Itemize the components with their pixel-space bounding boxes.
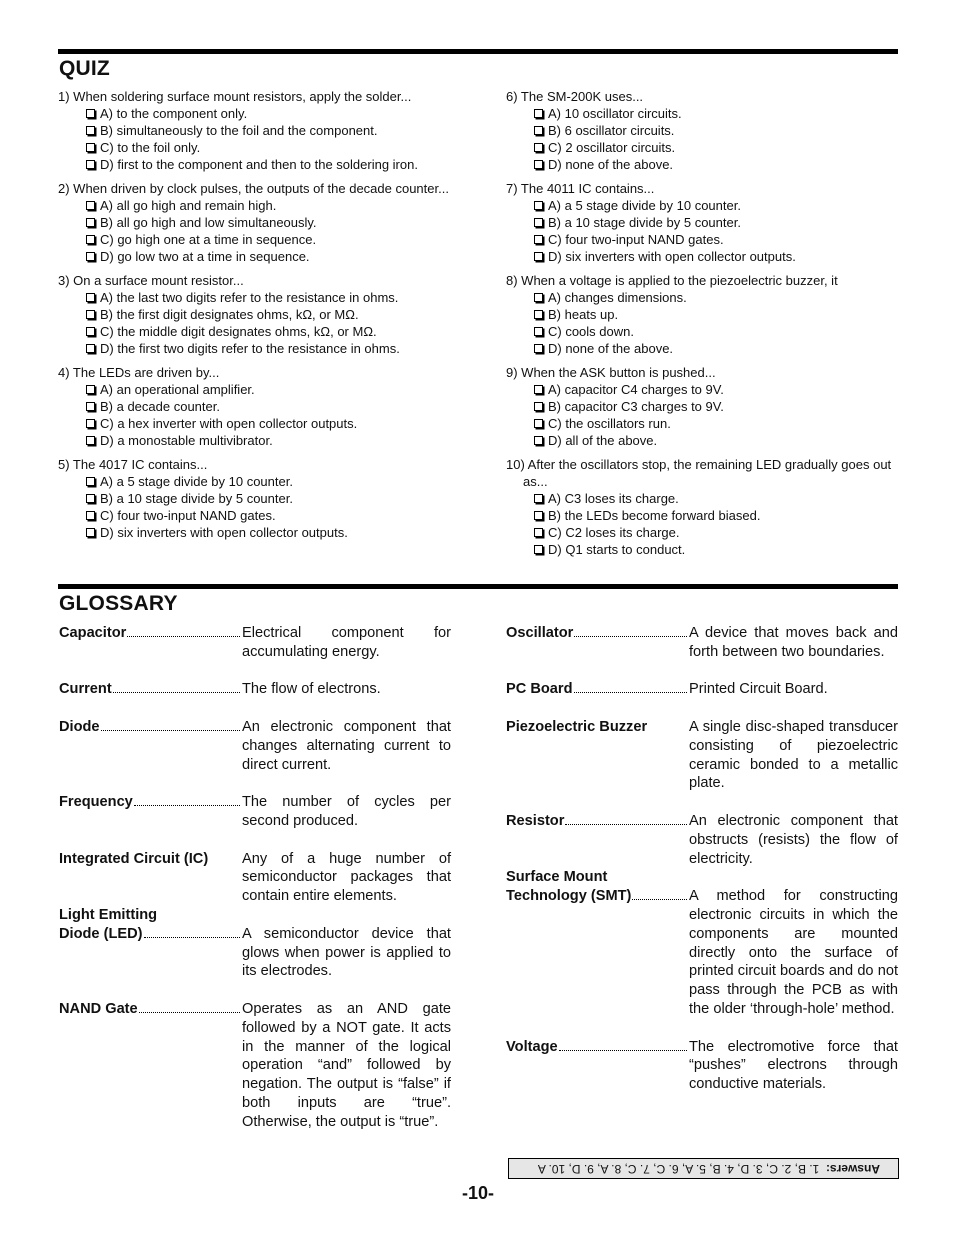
glossary-row [59, 850, 451, 906]
glossary-definition: An electronic component that obstructs (resists) the flow of electricity. [689, 812, 898, 867]
checkbox-icon[interactable] [534, 126, 543, 135]
answers-upside-down [509, 1159, 898, 1178]
glossary-row [59, 680, 451, 699]
option-label: C) the oscillators run. [548, 416, 671, 431]
glossary-term-cell [506, 718, 689, 793]
glossary-row [506, 624, 898, 662]
glossary-term-prefix: Surface Mount [506, 869, 608, 886]
answers-box [508, 1158, 899, 1179]
quiz-right-column [506, 88, 898, 565]
glossary-right-column [506, 624, 898, 1094]
checkbox-icon[interactable] [534, 235, 543, 244]
quiz-question [506, 180, 898, 265]
option-label: A) a 5 stage divide by 10 counter. [100, 474, 293, 489]
answer-option[interactable] [506, 248, 898, 265]
glossary-term-line [59, 793, 242, 812]
glossary-term-cell [59, 680, 242, 699]
answer-option[interactable] [506, 541, 898, 558]
glossary-entry [506, 718, 898, 793]
option-label: A) C3 loses its charge. [548, 491, 679, 506]
option-label: A) to the component only. [100, 106, 248, 121]
glossary-entry [59, 680, 451, 699]
answer-option[interactable] [506, 398, 898, 415]
glossary-row [59, 793, 451, 831]
checkbox-icon[interactable] [86, 327, 95, 336]
option-label: B) the LEDs become forward biased. [548, 508, 761, 523]
checkbox-icon[interactable] [86, 252, 95, 261]
answer-option[interactable] [506, 507, 898, 524]
answer-option[interactable] [506, 231, 898, 248]
option-label: C) four two-input NAND gates. [100, 508, 276, 523]
option-label: A) an operational amplifier. [100, 382, 255, 397]
dot-leader [632, 899, 687, 900]
glossary-term-line [506, 887, 689, 906]
checkbox-icon[interactable] [86, 235, 95, 244]
answer-option[interactable] [506, 122, 898, 139]
answer-option[interactable] [58, 432, 478, 449]
glossary-term-cell [506, 1038, 689, 1094]
option-label: B) the first digit designates ohms, kΩ, or MΩ. [100, 307, 359, 322]
quiz-question [58, 456, 478, 541]
dot-leader [113, 692, 240, 693]
glossary-row [506, 718, 898, 793]
checkbox-icon[interactable] [534, 293, 543, 302]
glossary-row [59, 718, 451, 774]
answer-option[interactable] [58, 340, 478, 357]
answer-option[interactable] [58, 398, 478, 415]
glossary-term: Oscillator [506, 625, 574, 641]
dot-leader [134, 805, 240, 806]
glossary-entry [506, 868, 898, 1018]
glossary-entry [506, 624, 898, 662]
checkbox-icon[interactable] [534, 436, 543, 445]
checkbox-icon[interactable] [86, 344, 95, 353]
checkbox-icon[interactable] [86, 385, 95, 394]
checkbox-icon[interactable] [534, 327, 543, 336]
option-label: C) a hex inverter with open collector outputs. [100, 416, 358, 431]
glossary-term: Frequency [59, 794, 133, 811]
checkbox-icon[interactable] [86, 419, 95, 428]
checkbox-icon[interactable] [86, 436, 95, 445]
checkbox-icon[interactable] [534, 545, 543, 554]
checkbox-icon[interactable] [86, 293, 95, 302]
question-text: 8) When a voltage is applied to the piezoelectric buzzer, it [506, 273, 838, 288]
dot-leader [574, 636, 687, 637]
option-label: A) changes dimensions. [548, 290, 687, 305]
glossary-term-line [506, 812, 689, 831]
checkbox-icon[interactable] [86, 494, 95, 503]
glossary-term-line [506, 1038, 689, 1057]
checkbox-icon[interactable] [86, 477, 95, 486]
quiz-question [506, 88, 898, 173]
dot-leader [559, 1050, 687, 1051]
quiz-heading: QUIZ [59, 57, 110, 80]
checkbox-icon[interactable] [86, 310, 95, 319]
glossary-entry [506, 680, 898, 699]
glossary-definition: Any of a huge number of semiconductor packages that contain entire elements. [242, 850, 451, 905]
answer-option[interactable] [58, 306, 478, 323]
page-number: -10- [462, 1183, 495, 1203]
glossary-term: PC Board [506, 681, 573, 698]
answer-option[interactable] [58, 381, 478, 398]
glossary-entry [59, 906, 451, 981]
answer-option[interactable] [58, 507, 478, 524]
glossary-term: NAND Gate [59, 1000, 138, 1017]
checkbox-icon[interactable] [534, 344, 543, 353]
question-text: 3) On a surface mount resistor... [58, 273, 244, 288]
option-label: D) a monostable multivibrator. [100, 433, 273, 448]
answer-option[interactable] [506, 340, 898, 357]
answers-text: 1. B, 2. C, 3. D, 4. B, 5. A, 6. C, 7. C, 8. A, 9. D, 10. A [537, 1162, 820, 1176]
quiz-question [58, 364, 478, 449]
checkbox-icon[interactable] [534, 252, 543, 261]
quiz-question [58, 88, 478, 173]
glossary-term-cell [506, 680, 689, 699]
answer-option[interactable] [58, 473, 478, 490]
option-label: D) first to the component and then to the soldering iron. [100, 157, 418, 172]
answer-option[interactable] [58, 139, 478, 156]
glossary-heading: GLOSSARY [59, 592, 178, 615]
answer-option[interactable] [506, 214, 898, 231]
glossary-term-cell [59, 718, 242, 774]
answers-label: Answers: [825, 1162, 880, 1176]
glossary-left-column [59, 624, 451, 1132]
glossary-term: Voltage [506, 1038, 558, 1055]
glossary-definition: A method for constructing electronic circuits in which the components are mounted directly onto the surface of printed circuit boards and do not pass through the PCB as with the older ‘through-hole’ method. [689, 888, 898, 1017]
glossary-term-cell [59, 1000, 242, 1132]
question-text: 6) The SM-200K uses... [506, 89, 644, 104]
answer-option[interactable] [58, 214, 478, 231]
glossary-row [506, 680, 898, 699]
answer-option[interactable] [506, 381, 898, 398]
option-label: D) six inverters with open collector outputs. [548, 249, 796, 264]
checkbox-icon[interactable] [534, 528, 543, 537]
glossary-entry [59, 850, 451, 906]
answer-option[interactable] [506, 156, 898, 173]
option-label: B) a decade counter. [100, 399, 220, 414]
glossary-term-line [59, 624, 242, 643]
glossary-term-line [59, 925, 242, 944]
answer-option[interactable] [506, 306, 898, 323]
question-text: 9) When the ASK button is pushed... [506, 365, 716, 380]
answer-option[interactable] [506, 524, 898, 541]
quiz-question [58, 272, 478, 357]
option-label: A) a 5 stage divide by 10 counter. [548, 198, 741, 213]
checkbox-icon[interactable] [534, 385, 543, 394]
option-label: A) 10 oscillator circuits. [548, 106, 682, 121]
glossary-row [59, 624, 451, 662]
glossary-top-rule [58, 584, 898, 589]
option-label: A) capacitor C4 charges to 9V. [548, 382, 724, 397]
glossary-term: Technology (SMT) [506, 888, 632, 905]
answer-option[interactable] [506, 289, 898, 306]
option-label: C) to the foil only. [100, 140, 201, 155]
option-label: D) the first two digits refer to the resistance in ohms. [100, 341, 400, 356]
dot-leader [127, 636, 240, 637]
option-label: C) C2 loses its charge. [548, 525, 680, 540]
option-label: A) the last two digits refer to the resistance in ohms. [100, 290, 399, 305]
glossary-term-prefix: Light Emitting [59, 906, 158, 923]
glossary-entry [59, 624, 451, 662]
checkbox-icon[interactable] [534, 218, 543, 227]
answer-option[interactable] [58, 156, 478, 173]
glossary-term-line [59, 680, 242, 699]
glossary-definition: A semiconductor device that glows when power is applied to its electrodes. [242, 925, 451, 980]
glossary-term: Diode [59, 718, 100, 735]
answer-option[interactable] [58, 415, 478, 432]
glossary-term-line [506, 624, 689, 643]
answer-option[interactable] [506, 415, 898, 432]
answer-option[interactable] [506, 197, 898, 214]
glossary-term-line [506, 718, 689, 737]
checkbox-icon[interactable] [86, 218, 95, 227]
glossary-row [506, 887, 898, 1019]
glossary-entry [59, 1000, 451, 1132]
checkbox-icon[interactable] [534, 201, 543, 210]
dot-leader [574, 692, 688, 693]
dot-leader [565, 824, 687, 825]
answer-option[interactable] [506, 490, 898, 507]
answer-option[interactable] [58, 490, 478, 507]
quiz-question [58, 180, 478, 265]
question-text: 1) When soldering surface mount resistors, apply the solder... [58, 89, 412, 104]
glossary-term: Capacitor [59, 625, 127, 641]
glossary-definition: Printed Circuit Board. [689, 681, 828, 698]
option-label: B) simultaneously to the foil and the component. [100, 123, 378, 138]
glossary-term-line [59, 1000, 242, 1019]
glossary-row [59, 1000, 451, 1132]
glossary-row [506, 1038, 898, 1094]
glossary-definition: A single disc-shaped transducer consisting of piezoelectric ceramic bonded to a metallic plate. [689, 718, 898, 792]
glossary-definition: Operates as an AND gate followed by a NOT gate. It acts in the manner of the logical operation “and” followed by negation. The output is “false” if both inputs are “true”. Otherwise, the output is “true”. [242, 1000, 451, 1130]
checkbox-icon[interactable] [534, 160, 543, 169]
dot-leader [101, 730, 240, 731]
glossary-term-cell [59, 624, 242, 662]
checkbox-icon[interactable] [534, 109, 543, 118]
glossary-definition: Electrical component for accumulating energy. [242, 625, 451, 660]
option-label: B) a 10 stage divide by 5 counter. [100, 491, 293, 506]
answer-option[interactable] [58, 524, 478, 541]
glossary-term-cell [506, 812, 689, 868]
question-text: 10) After the oscillators stop, the remaining LED gradually goes out as... [506, 457, 892, 489]
quiz-question [506, 456, 898, 558]
option-label: B) capacitor C3 charges to 9V. [548, 399, 724, 414]
option-label: C) four two-input NAND gates. [548, 232, 724, 247]
checkbox-icon[interactable] [534, 310, 543, 319]
quiz-left-column [58, 88, 478, 548]
glossary-term-cell [59, 793, 242, 831]
checkbox-icon[interactable] [534, 419, 543, 428]
glossary-definition: An electronic component that changes alternating current to direct current. [242, 718, 451, 773]
glossary-term-cell [59, 850, 242, 906]
checkbox-icon[interactable] [86, 143, 95, 152]
answer-option[interactable] [58, 197, 478, 214]
glossary-term-cell [59, 925, 242, 981]
glossary-row [506, 812, 898, 868]
option-label: D) all of the above. [548, 433, 658, 448]
checkbox-icon[interactable] [86, 511, 95, 520]
glossary-entry [506, 812, 898, 868]
dot-leader [139, 1012, 240, 1013]
glossary-definition: The number of cycles per second produced. [242, 794, 451, 829]
option-label: D) Q1 starts to conduct. [548, 542, 686, 557]
glossary-term-cell [506, 887, 689, 1019]
question-text: 7) The 4011 IC contains... [506, 181, 655, 196]
question-text: 5) The 4017 IC contains... [58, 457, 208, 472]
glossary-term: Diode (LED) [59, 925, 143, 942]
option-label: B) heats up. [548, 307, 619, 322]
dot-leader [144, 937, 240, 938]
option-label: A) all go high and remain high. [100, 198, 277, 213]
glossary-row [59, 925, 451, 981]
glossary-term: Piezoelectric Buzzer [506, 718, 648, 735]
glossary-term-line [506, 680, 689, 699]
option-label: C) 2 oscillator circuits. [548, 140, 676, 155]
glossary-entry [59, 793, 451, 831]
option-label: D) none of the above. [548, 341, 674, 356]
answer-option[interactable] [58, 122, 478, 139]
option-label: B) 6 oscillator circuits. [548, 123, 675, 138]
answer-option[interactable] [58, 323, 478, 340]
checkbox-icon[interactable] [86, 528, 95, 537]
answer-option[interactable] [58, 248, 478, 265]
answer-option[interactable] [58, 105, 478, 122]
checkbox-icon[interactable] [86, 126, 95, 135]
option-label: C) cools down. [548, 324, 634, 339]
glossary-entry [59, 718, 451, 774]
option-label: D) go low two at a time in sequence. [100, 249, 310, 264]
answer-option[interactable] [58, 289, 478, 306]
glossary-term: Current [59, 681, 112, 698]
glossary-entry [506, 1038, 898, 1094]
option-label: D) none of the above. [548, 157, 674, 172]
quiz-question [506, 364, 898, 449]
glossary-term-line [59, 850, 242, 869]
glossary-definition: The flow of electrons. [242, 681, 381, 698]
answer-option[interactable] [506, 139, 898, 156]
checkbox-icon[interactable] [534, 494, 543, 503]
answer-option[interactable] [506, 105, 898, 122]
checkbox-icon[interactable] [86, 160, 95, 169]
checkbox-icon[interactable] [86, 402, 95, 411]
checkbox-icon[interactable] [534, 402, 543, 411]
question-text: 4) The LEDs are driven by... [58, 365, 220, 380]
glossary-term-line [59, 718, 242, 737]
question-text: 2) When driven by clock pulses, the outputs of the decade counter... [58, 181, 449, 196]
checkbox-icon[interactable] [86, 109, 95, 118]
glossary-term: Integrated Circuit (IC) [59, 850, 209, 867]
quiz-top-rule [58, 49, 898, 54]
option-label: B) a 10 stage divide by 5 counter. [548, 215, 741, 230]
quiz-question [506, 272, 898, 357]
answer-option[interactable] [506, 323, 898, 340]
checkbox-icon[interactable] [534, 511, 543, 520]
checkbox-icon[interactable] [534, 143, 543, 152]
glossary-term: Resistor [506, 812, 565, 829]
glossary-term-cell [506, 624, 689, 662]
checkbox-icon[interactable] [86, 201, 95, 210]
option-label: D) six inverters with open collector outputs. [100, 525, 348, 540]
answer-option[interactable] [506, 432, 898, 449]
option-label: C) go high one at a time in sequence. [100, 232, 317, 247]
glossary-definition: A device that moves back and forth between two boundaries. [689, 625, 898, 660]
option-label: C) the middle digit designates ohms, kΩ, or MΩ. [100, 324, 377, 339]
option-label: B) all go high and low simultaneously. [100, 215, 317, 230]
glossary-definition: The electromotive force that “pushes” electrons through conductive materials. [689, 1038, 898, 1093]
answer-option[interactable] [58, 231, 478, 248]
